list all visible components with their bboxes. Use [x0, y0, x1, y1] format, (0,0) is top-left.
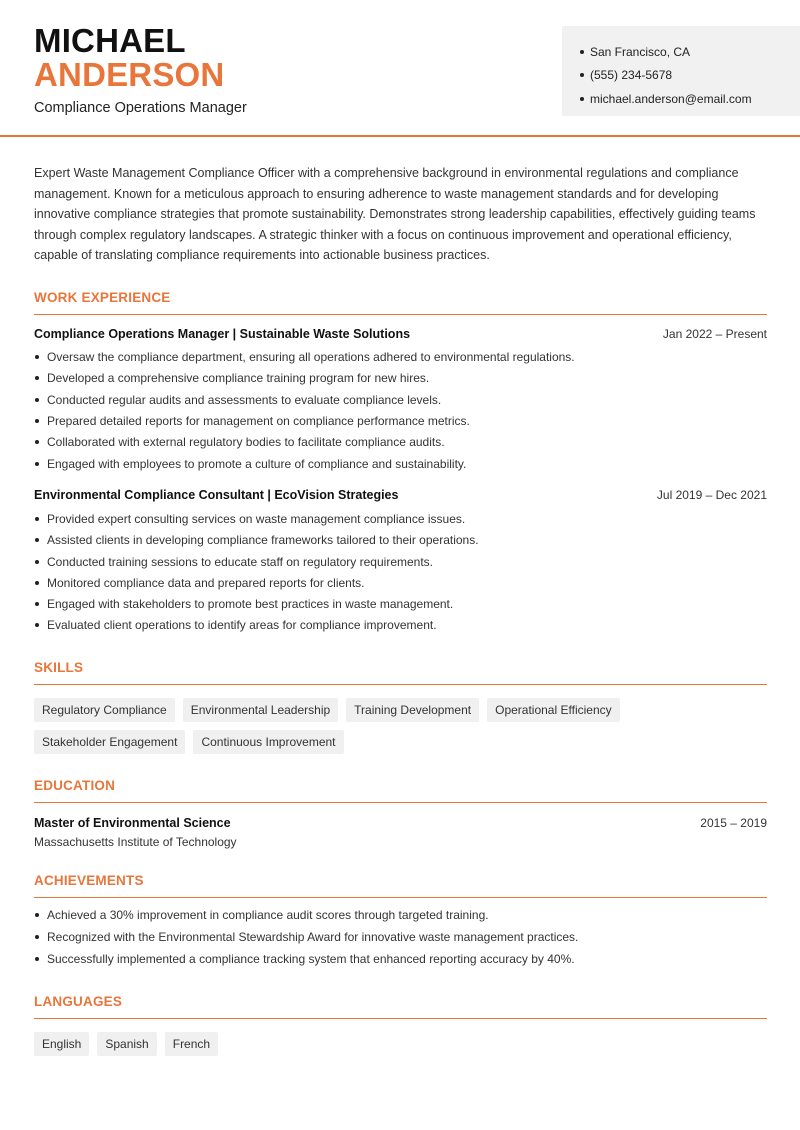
job-header [34, 488, 767, 502]
last-name: ANDERSON [34, 56, 225, 93]
bullet-icon [35, 517, 39, 521]
languages-tags [34, 1032, 767, 1056]
contact-location [580, 40, 800, 64]
school-name: Massachusetts Institute of Technology [34, 835, 237, 850]
bullet-text: Engaged with stakeholders to promote best practices in waste management. [47, 597, 454, 612]
bullet-text: Developed a comprehensive compliance training program for new hires. [47, 371, 430, 386]
job-dates: Jan 2022 – Present [662, 326, 767, 341]
list-item [34, 368, 767, 389]
contact-email-text: michael.anderson@email.com [590, 91, 752, 106]
list-item [34, 572, 767, 593]
job-header [34, 327, 767, 341]
section-title-work-experience: WORK EXPERIENCE [34, 290, 767, 315]
job-bullets [34, 347, 767, 475]
list-item [34, 904, 767, 926]
candidate-title: Compliance Operations Manager [34, 100, 247, 116]
skills-tags [34, 698, 767, 754]
bullet-icon [35, 376, 39, 380]
skill-tag: Regulatory Compliance [34, 698, 175, 722]
list-item [34, 410, 767, 431]
bullet-icon [580, 50, 584, 54]
contact-email [580, 87, 800, 111]
education-header [34, 816, 767, 830]
list-item [34, 593, 767, 614]
professional-summary: Expert Waste Management Compliance Officer with a comprehensive background in environmental regulations and compliance management. Known for a meticulous approach to ensuring adherence to waste management standards and for developing innovative compliance strategies that promote sustainability. Demonstrates strong leadership capabilities, effectively guiding teams through complex regulatory landscapes. A strategic thinker with a focus on continuous improvement and operational efficiency, capable of translating compliance requirements into actionable business practices. [34, 166, 756, 262]
bullet-text: Assisted clients in developing compliance frameworks tailored to their operations. [47, 533, 479, 548]
job-role: Compliance Operations Manager | Sustainable Waste Solutions [34, 326, 411, 341]
skill-tag: Stakeholder Engagement [34, 730, 185, 754]
contact-phone-text: (555) 234-5678 [590, 68, 673, 83]
list-item [34, 347, 767, 368]
resume-header [0, 0, 800, 137]
bullet-icon [35, 355, 39, 359]
education-entry [34, 816, 767, 849]
bullet-text: Conducted regular audits and assessments to evaluate compliance levels. [47, 392, 442, 407]
section-title-education: EDUCATION [34, 778, 767, 803]
bullet-icon [35, 440, 39, 444]
bullet-icon [35, 935, 39, 939]
list-item [34, 948, 767, 970]
achievement-text: Recognized with the Environmental Stewardship Award for innovative waste management practices. [47, 930, 579, 945]
bullet-icon [35, 581, 39, 585]
list-item [34, 453, 767, 474]
contact-phone [580, 64, 800, 88]
skill-tag: Environmental Leadership [183, 698, 338, 722]
bullet-text: Provided expert consulting services on waste management compliance issues. [47, 511, 466, 526]
list-item [34, 530, 767, 551]
bullet-icon [35, 560, 39, 564]
job-entry [34, 488, 767, 636]
bullet-icon [35, 419, 39, 423]
section-title-achievements: ACHIEVEMENTS [34, 873, 767, 898]
bullet-icon [35, 957, 39, 961]
list-item [34, 615, 767, 636]
skill-tag: Operational Efficiency [487, 698, 620, 722]
bullet-icon [35, 602, 39, 606]
bullet-text: Evaluated client operations to identify areas for compliance improvement. [47, 618, 437, 633]
contact-location-text: San Francisco, CA [590, 44, 691, 59]
achievement-text: Achieved a 30% improvement in compliance audit scores through targeted training. [47, 908, 489, 923]
candidate-name [34, 24, 224, 91]
job-role: Environmental Compliance Consultant | EcoVision Strategies [34, 488, 399, 503]
job-bullets [34, 508, 767, 636]
bullet-text: Oversaw the compliance department, ensuring all operations adhered to environmental regulations. [47, 350, 575, 365]
job-dates: Jul 2019 – Dec 2021 [656, 488, 767, 503]
achievements-list [34, 904, 767, 970]
education-dates: 2015 – 2019 [700, 816, 767, 831]
achievement-text: Successfully implemented a compliance tracking system that enhanced reporting accuracy by 40%. [47, 952, 575, 967]
bullet-icon [35, 538, 39, 542]
list-item [34, 432, 767, 453]
bullet-icon [35, 623, 39, 627]
list-item [34, 389, 767, 410]
bullet-text: Engaged with employees to promote a culture of compliance and sustainability. [47, 456, 467, 471]
list-item [34, 508, 767, 529]
section-title-languages: LANGUAGES [34, 994, 767, 1019]
skill-tag: Training Development [346, 698, 479, 722]
bullet-text: Monitored compliance data and prepared reports for clients. [47, 575, 365, 590]
bullet-icon [35, 462, 39, 466]
list-item [34, 926, 767, 948]
language-tag: French [165, 1032, 218, 1056]
bullet-text: Collaborated with external regulatory bodies to facilitate compliance audits. [47, 435, 445, 450]
skill-tag: Continuous Improvement [193, 730, 343, 754]
language-tag: English [34, 1032, 89, 1056]
job-entry [34, 327, 767, 475]
bullet-icon [580, 97, 584, 101]
first-name: MICHAEL [34, 22, 186, 59]
bullet-icon [35, 398, 39, 402]
list-item [34, 551, 767, 572]
degree: Master of Environmental Science [34, 816, 231, 831]
resume-body [34, 163, 767, 1056]
bullet-text: Conducted training sessions to educate staff on regulatory requirements. [47, 554, 434, 569]
section-title-skills: SKILLS [34, 660, 767, 685]
bullet-text: Prepared detailed reports for management on compliance performance metrics. [47, 414, 470, 429]
language-tag: Spanish [97, 1032, 156, 1056]
bullet-icon [580, 73, 584, 77]
bullet-icon [35, 913, 39, 917]
contact-box [562, 26, 800, 116]
